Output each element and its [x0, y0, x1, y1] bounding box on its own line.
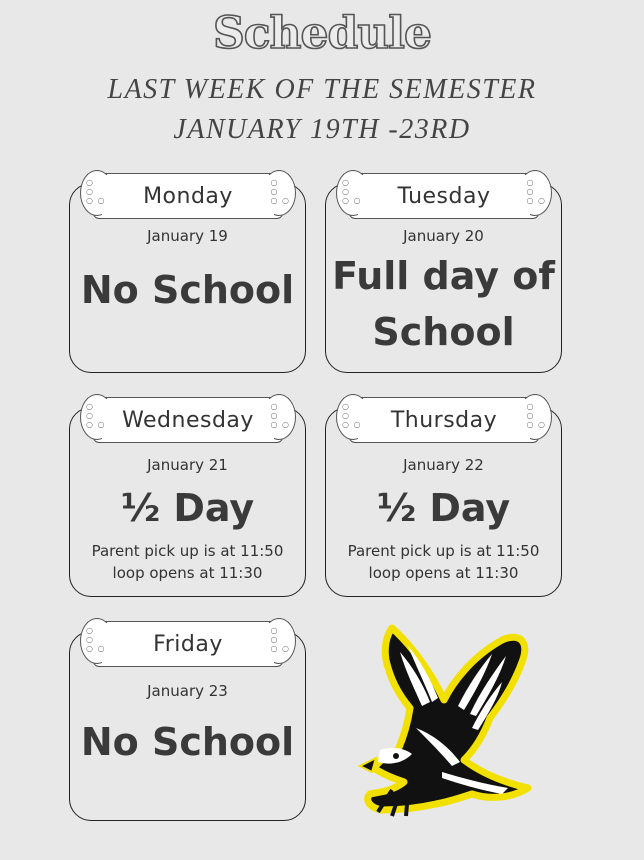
day-name: Tuesday [397, 183, 491, 209]
day-date: January 20 [403, 227, 484, 245]
day-note-line2: loop opens at 11:30 [368, 564, 519, 582]
day-note-line1: Parent pick up is at 11:50 [91, 542, 284, 560]
day-date: January 23 [147, 682, 228, 700]
day-banner-friday: ○ ○ ○ ○ ○ ○ ○ ○ Friday [93, 621, 283, 667]
day-banner-thursday: ○ ○ ○ ○ ○ ○ ○ ○ Thursday [349, 397, 539, 443]
day-date: January 22 [403, 456, 484, 474]
day-status: ½ Day [120, 486, 255, 530]
day-status: No School [80, 720, 295, 764]
day-name: Monday [143, 183, 233, 209]
day-status-line2: School [372, 310, 515, 354]
day-note-line2: loop opens at 11:30 [112, 564, 263, 582]
day-status: No School [80, 268, 295, 312]
day-date: January 19 [147, 227, 228, 245]
day-status-line1: Full day of [332, 254, 555, 298]
day-name: Wednesday [122, 407, 254, 433]
eagle-icon [352, 622, 542, 822]
subtitle-week: LAST WEEK OF THE SEMESTER [107, 74, 537, 105]
day-banner-monday: ○ ○ ○ ○ ○ ○ ○ ○ Monday [93, 173, 283, 219]
day-status: ½ Day [376, 486, 511, 530]
day-name: Thursday [390, 407, 498, 433]
day-date: January 21 [147, 456, 228, 474]
day-note-line1: Parent pick up is at 11:50 [347, 542, 540, 560]
day-name: Friday [153, 631, 223, 657]
day-banner-wednesday: ○ ○ ○ ○ ○ ○ ○ ○ Wednesday [93, 397, 283, 443]
day-banner-tuesday: ○ ○ ○ ○ ○ ○ ○ ○ Tuesday [349, 173, 539, 219]
subtitle-dates: JANUARY 19TH -23RD [173, 114, 471, 145]
page-title: Schedule [212, 8, 431, 59]
